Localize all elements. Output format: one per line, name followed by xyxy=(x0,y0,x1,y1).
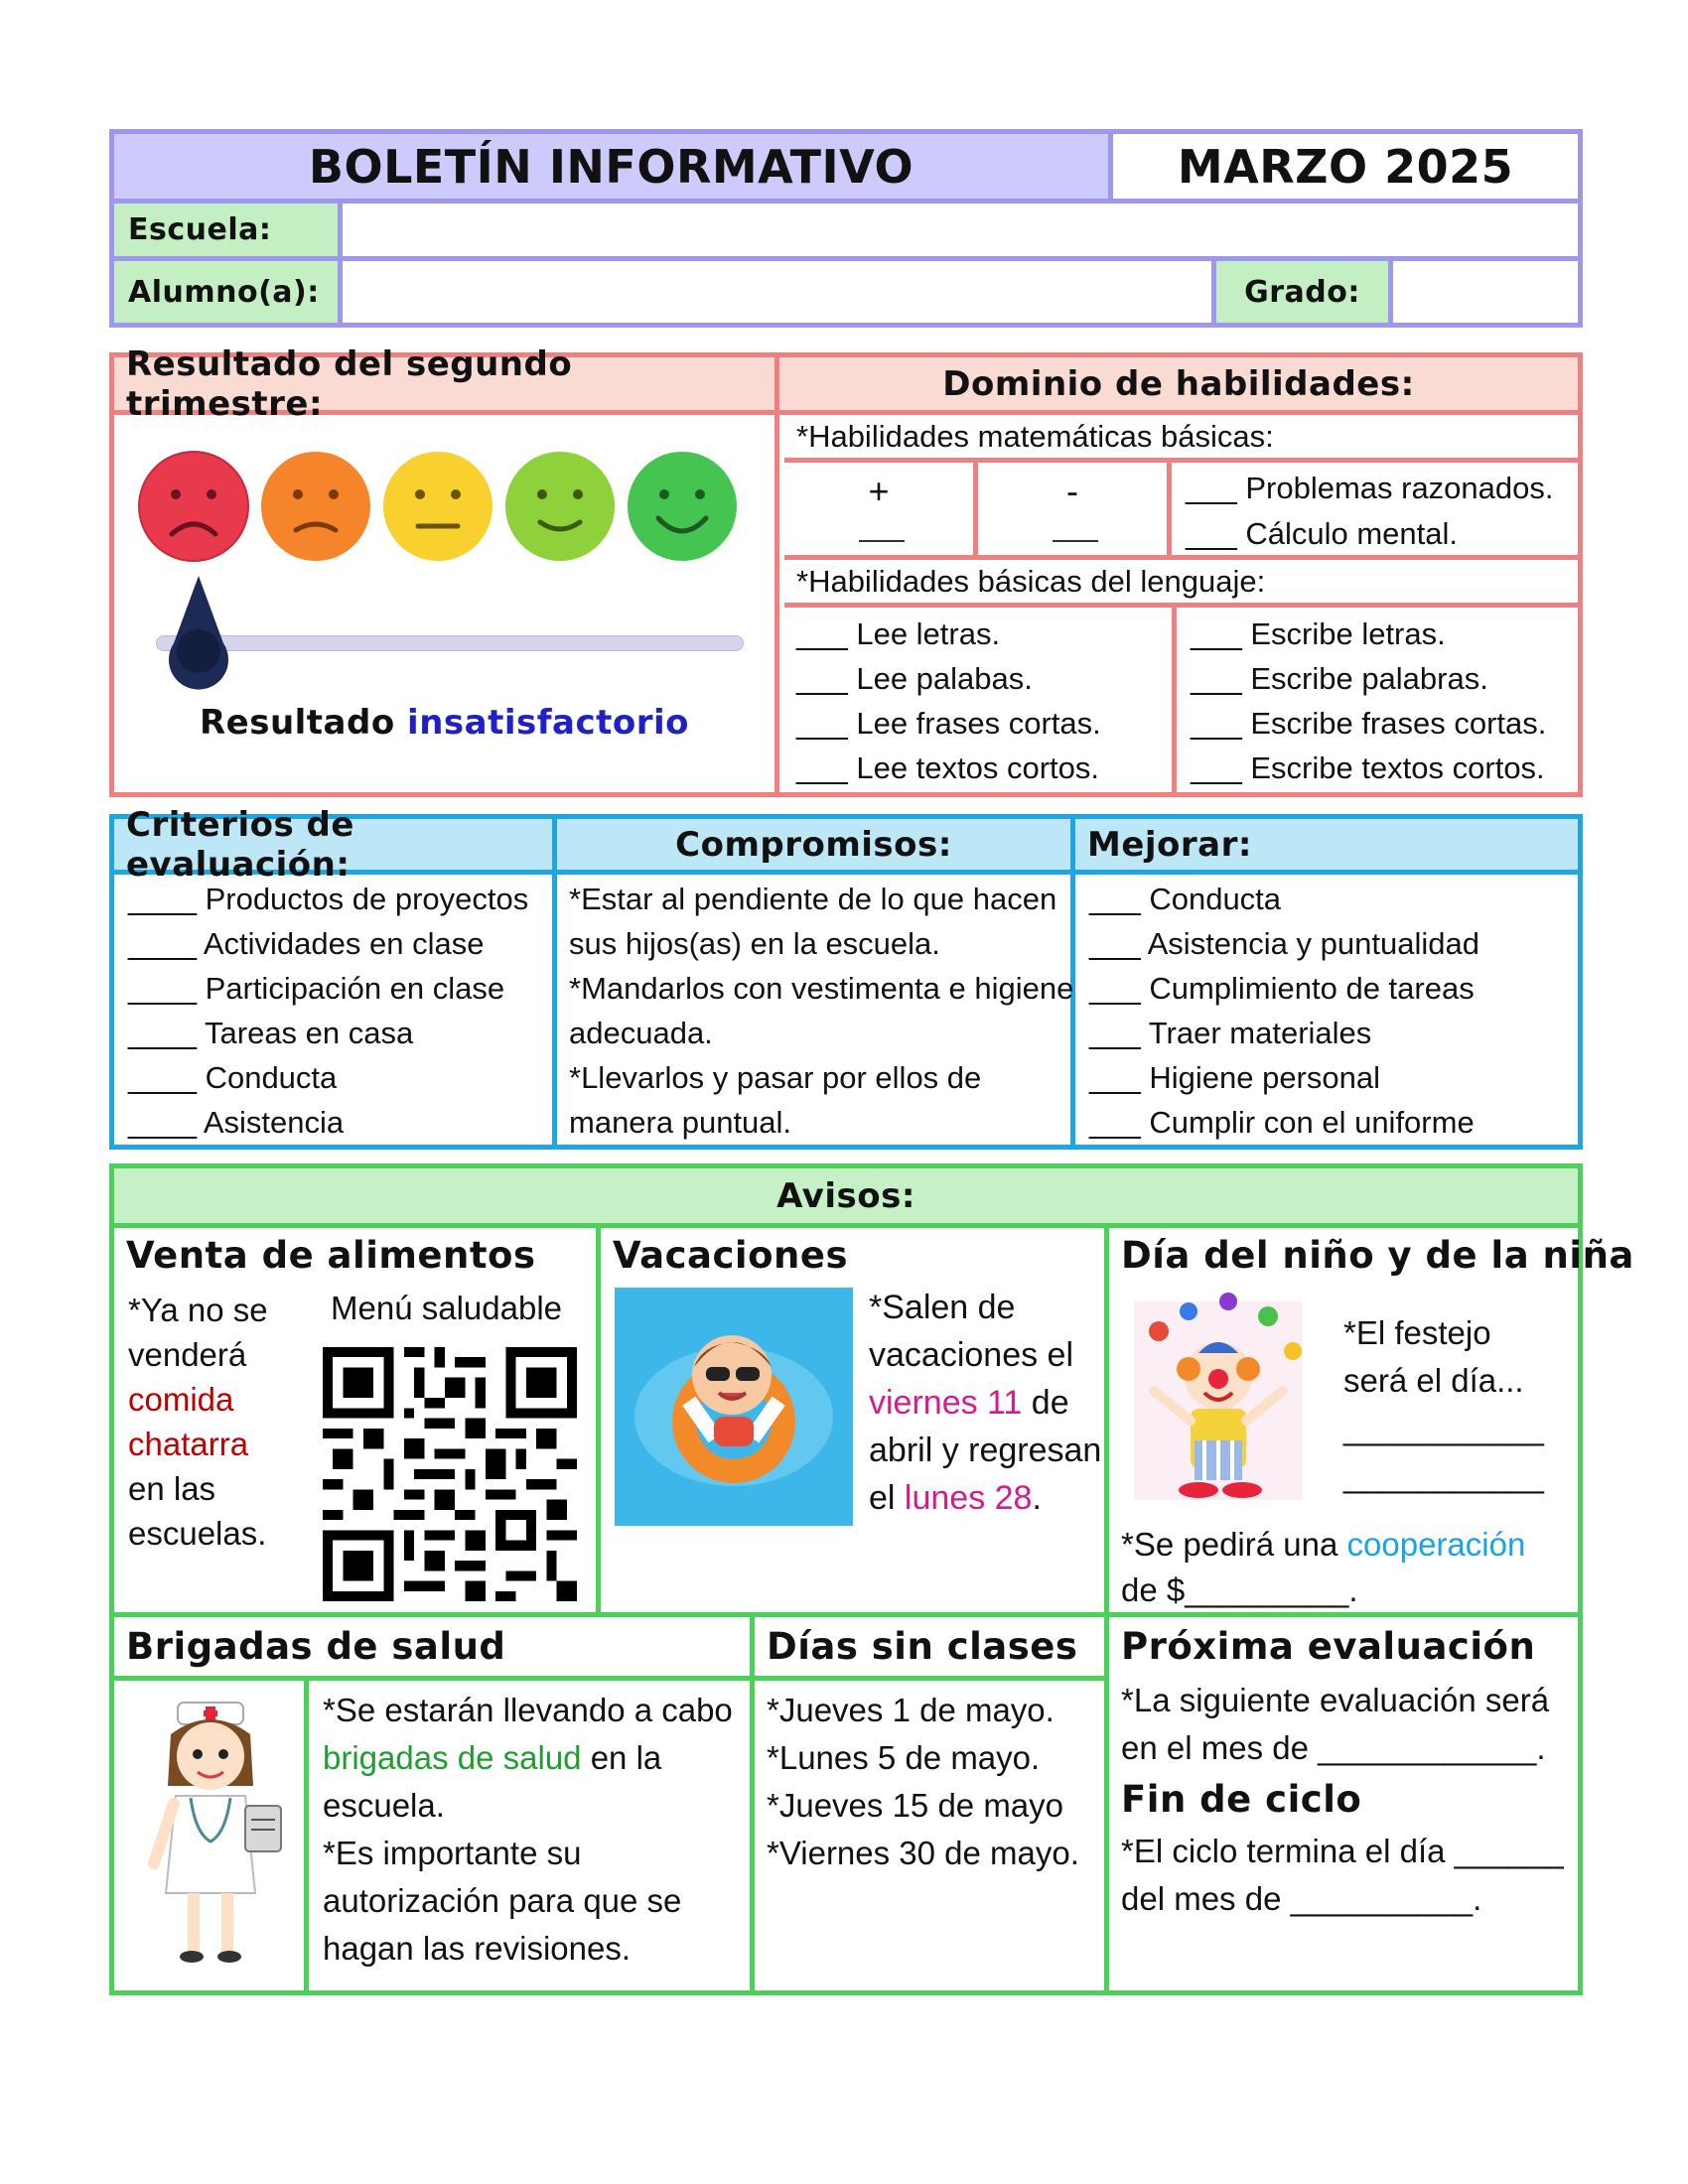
commitment-line: manera puntual. xyxy=(569,1105,792,1140)
no-class-list xyxy=(767,1687,1104,1877)
notices-title-cell xyxy=(114,1168,1578,1228)
vacation-line: . xyxy=(1032,1479,1042,1517)
food-line: escuelas. xyxy=(128,1515,267,1552)
reading-item: ___ Lee palabas. xyxy=(796,661,1033,696)
month-label: MARZO 2025 xyxy=(1177,139,1514,194)
health-line: hagan las revisiones. xyxy=(323,1930,632,1967)
writing-item: ___ Escribe frases cortas. xyxy=(1191,706,1547,741)
food-sale-box xyxy=(114,1228,601,1617)
math-items xyxy=(1172,463,1578,560)
no-class-item: *Jueves 15 de mayo xyxy=(767,1787,1064,1824)
health-line: autorización para que se xyxy=(323,1882,682,1919)
kids-day-line: será el día... xyxy=(1343,1362,1524,1399)
vacation-line: de xyxy=(1022,1384,1069,1422)
results-body xyxy=(114,415,779,792)
commitment-line: *Mandarlos con vestimenta e higiene xyxy=(569,971,1074,1006)
vacation-line: el xyxy=(869,1479,905,1517)
month-cell xyxy=(1113,134,1578,204)
vacation-line: abril y regresan xyxy=(869,1432,1102,1469)
health-brigade-title-cell xyxy=(114,1617,755,1681)
food-line: venderá xyxy=(128,1336,247,1373)
commitment-line: adecuada. xyxy=(569,1016,713,1050)
food-line: *Ya no se xyxy=(128,1292,268,1328)
cooperation-line: *Se pedirá una xyxy=(1121,1526,1347,1563)
vacation-line: vacaciones el xyxy=(869,1336,1074,1374)
next-eval-month-blank[interactable]: en el mes de ____________. xyxy=(1121,1729,1546,1766)
no-class-item: *Viernes 30 de mayo. xyxy=(767,1835,1079,1871)
health-line: en la xyxy=(581,1739,662,1776)
grade-field[interactable] xyxy=(1393,261,1578,323)
food-sale-title: Venta de alimentos xyxy=(126,1234,536,1277)
kids-day-title: Día del niño y de la niña xyxy=(1121,1234,1634,1277)
faces-row xyxy=(134,445,750,574)
improve-title-cell xyxy=(1075,819,1578,875)
cooperation-highlight: cooperación xyxy=(1346,1526,1526,1563)
end-cycle-day-blank[interactable]: *El ciclo termina el día ______ xyxy=(1121,1833,1564,1869)
vacation-box xyxy=(601,1228,1109,1617)
minus-box[interactable] xyxy=(978,463,1172,560)
improve-list xyxy=(1075,875,1578,1145)
criteria-item: ____ Asistencia xyxy=(128,1105,345,1140)
result-prefix: Resultado xyxy=(199,703,395,743)
minus-blank xyxy=(1053,540,1098,542)
very-sad-face-icon xyxy=(139,452,248,561)
skills-body xyxy=(784,415,1578,792)
school-label-cell xyxy=(114,204,343,261)
math-skills-title xyxy=(784,415,1578,463)
no-class-item: *Jueves 1 de mayo. xyxy=(767,1692,1055,1728)
neutral-face-icon xyxy=(383,452,492,561)
next-evaluation-box xyxy=(1109,1617,1578,1990)
criteria-item: ____ Conducta xyxy=(128,1060,338,1095)
kids-day-line: *El festejo xyxy=(1343,1314,1491,1351)
health-line: escuela. xyxy=(323,1787,445,1824)
food-line-highlight: chatarra xyxy=(128,1426,249,1462)
plus-box[interactable] xyxy=(784,463,978,560)
commitments-title-cell xyxy=(557,819,1075,875)
kids-day-box xyxy=(1109,1228,1634,1617)
nurse-icon xyxy=(126,1695,295,1973)
math-skills-title-text: *Habilidades matemáticas básicas: xyxy=(796,418,1274,454)
no-class-item: *Lunes 5 de mayo. xyxy=(767,1739,1041,1776)
commitment-line: sus hijos(as) en la escuela. xyxy=(569,926,940,961)
improve-item: ___ Asistencia y puntualidad xyxy=(1089,926,1479,961)
writing-item: ___ Escribe palabras. xyxy=(1191,661,1488,696)
grade-label: Grado: xyxy=(1244,274,1360,310)
result-slider-pin-icon xyxy=(164,574,233,693)
skills-title: Dominio de habilidades: xyxy=(942,363,1415,404)
bulletin-title-cell xyxy=(114,134,1113,204)
menu-label: Menú saludable xyxy=(331,1290,562,1326)
sad-face-icon xyxy=(261,452,370,561)
results-title: Resultado del segundo trimestre: xyxy=(126,343,573,424)
writing-item: ___ Escribe letras. xyxy=(1191,616,1446,651)
math-item: ___ Cálculo mental. xyxy=(1186,516,1458,551)
student-label-cell xyxy=(114,261,343,323)
improve-item: ___ Cumplir con el uniforme xyxy=(1089,1105,1475,1140)
no-class-days-box xyxy=(755,1617,1109,1990)
commitment-line: *Estar al pendiente de lo que hacen xyxy=(569,882,1057,916)
food-line: en las xyxy=(128,1470,216,1507)
no-class-title: Días sin clases xyxy=(767,1625,1078,1668)
commitment-line: *Llevarlos y pasar por ellos de xyxy=(569,1060,982,1095)
improve-item: ___ Cumplimiento de tareas xyxy=(1089,971,1475,1006)
vacation-text xyxy=(869,1284,1107,1522)
student-field[interactable] xyxy=(343,261,1216,323)
language-skills-title-text: *Habilidades básicas del lenguaje: xyxy=(796,563,1266,599)
commitments-list xyxy=(557,875,1075,1145)
reading-item: ___ Lee letras. xyxy=(796,616,1001,651)
vacation-line: *Salen de xyxy=(869,1289,1016,1326)
criteria-title-cell xyxy=(114,804,557,885)
next-evaluation-title: Próxima evaluación xyxy=(1121,1625,1536,1668)
improve-item: ___ Conducta xyxy=(1089,882,1282,916)
health-brigade-title: Brigadas de salud xyxy=(126,1625,506,1668)
writing-item: ___ Escribe textos cortos. xyxy=(1191,751,1545,785)
criteria-item: ____ Participación en clase xyxy=(128,971,505,1006)
vacation-end-date: lunes 28 xyxy=(904,1479,1033,1517)
no-class-title-cell xyxy=(755,1617,1104,1681)
reading-item: ___ Lee frases cortas. xyxy=(796,706,1101,741)
health-brigade-box xyxy=(114,1617,755,1990)
kids-day-date-blank[interactable]: ___________ xyxy=(1343,1410,1544,1446)
vacation-start-date: viernes 11 xyxy=(869,1384,1023,1422)
next-evaluation-text xyxy=(1121,1677,1578,1772)
criteria-item: ____ Actividades en clase xyxy=(128,926,485,961)
evaluation-section xyxy=(109,804,1583,1150)
clown-juggler-icon xyxy=(1119,1292,1318,1510)
health-line: *Se estarán llevando a cabo xyxy=(323,1692,733,1728)
improve-item: ___ Traer materiales xyxy=(1089,1016,1372,1050)
food-sale-text xyxy=(128,1288,307,1556)
vacation-title: Vacaciones xyxy=(613,1234,848,1277)
notices-title: Avisos: xyxy=(776,1175,915,1216)
notices-section xyxy=(109,1163,1634,1995)
cooperation-text xyxy=(1121,1522,1578,1613)
language-skills-title xyxy=(784,560,1578,608)
improve-item: ___ Higiene personal xyxy=(1089,1060,1380,1095)
end-of-cycle-title: Fin de ciclo xyxy=(1121,1778,1362,1821)
plus-sign: + xyxy=(868,471,890,511)
result-caption xyxy=(114,703,774,743)
result-value: insatisfactorio xyxy=(407,703,690,743)
reading-list xyxy=(784,608,1177,792)
happy-face-icon xyxy=(628,452,737,561)
criteria-item: ____ Productos de proyectos xyxy=(128,882,529,916)
health-brigade-text xyxy=(323,1687,750,1973)
result-slider-track xyxy=(156,635,744,651)
header-section xyxy=(109,129,1583,328)
results-title-cell xyxy=(114,343,779,424)
improve-title: Mejorar: xyxy=(1087,824,1252,865)
school-label: Escuela: xyxy=(128,212,272,247)
bulletin-title: BOLETÍN INFORMATIVO xyxy=(308,139,914,194)
health-highlight: brigadas de salud xyxy=(323,1739,582,1776)
next-eval-line: *La siguiente evaluación será xyxy=(1121,1682,1550,1718)
criteria-item: ____ Tareas en casa xyxy=(128,1016,414,1050)
plus-blank xyxy=(859,540,905,542)
cooperation-amount-blank[interactable]: de $_________. xyxy=(1121,1571,1358,1608)
health-line: *Es importante su xyxy=(323,1835,582,1871)
math-item: ___ Problemas razonados. xyxy=(1186,471,1554,505)
swimming-child-icon xyxy=(615,1288,853,1526)
reading-item: ___ Lee textos cortos. xyxy=(796,751,1100,785)
kids-day-date-blank[interactable]: ___________ xyxy=(1343,1457,1544,1494)
end-cycle-month-blank[interactable]: del mes de __________. xyxy=(1121,1880,1482,1917)
writing-list xyxy=(1177,608,1578,792)
end-of-cycle-text xyxy=(1121,1828,1578,1923)
criteria-list xyxy=(114,875,557,1145)
food-line-highlight: comida xyxy=(128,1381,234,1418)
criteria-title: Criterios de evaluación: xyxy=(126,804,354,885)
school-field[interactable] xyxy=(343,204,1578,261)
slight-smile-face-icon xyxy=(505,452,615,561)
qr-code-icon[interactable] xyxy=(323,1347,577,1601)
results-section xyxy=(109,343,1583,797)
grade-label-cell xyxy=(1216,261,1393,323)
kids-day-text xyxy=(1343,1309,1572,1500)
skills-title-cell xyxy=(779,357,1578,415)
student-label: Alumno(a): xyxy=(128,274,320,310)
nurse-image-cell xyxy=(114,1681,309,1990)
commitments-title: Compromisos: xyxy=(675,824,952,865)
minus-sign: - xyxy=(1066,471,1078,511)
